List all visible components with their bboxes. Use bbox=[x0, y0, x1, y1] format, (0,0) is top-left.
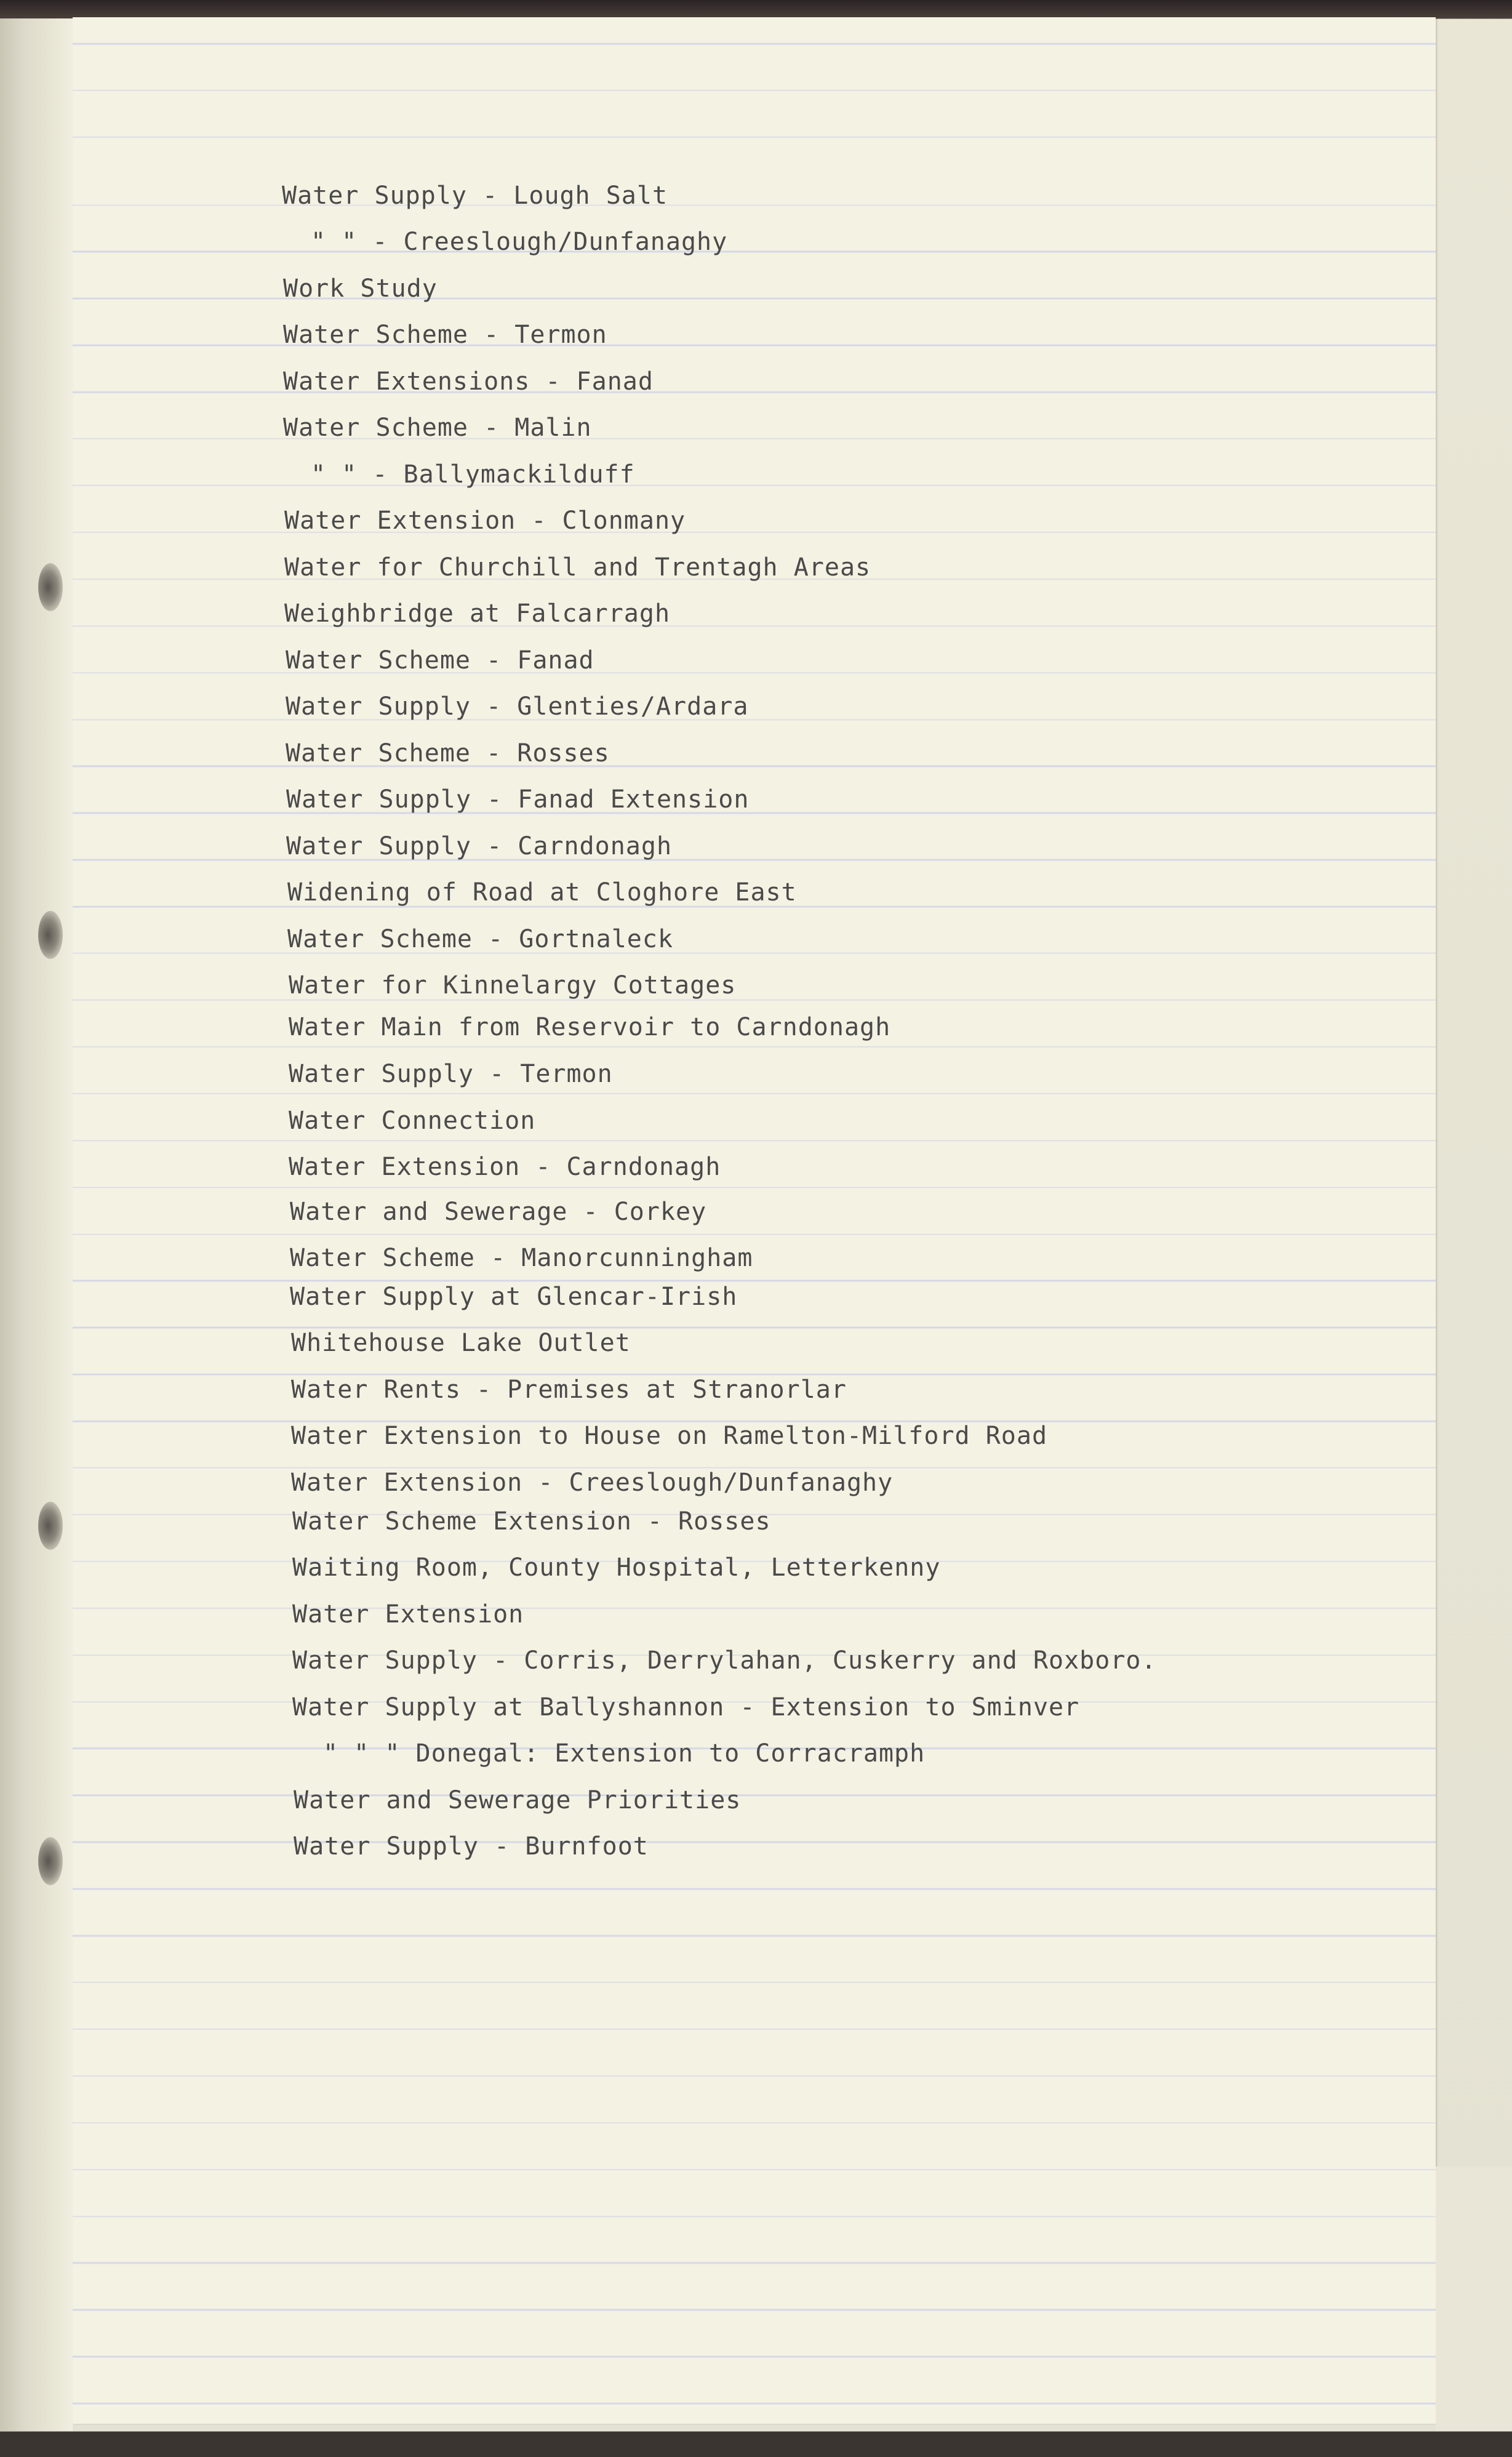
entry-description: Water and Sewerage Priorities bbox=[294, 1786, 742, 1814]
entry-description: Water for Churchill and Trentagh Areas bbox=[284, 553, 871, 582]
entry-description: Water Extensions - Fanad bbox=[283, 367, 654, 396]
entry-description: Water Scheme - Termon bbox=[283, 321, 607, 349]
entry-description: " " " Donegal: Extension to Corracramph bbox=[323, 1739, 926, 1768]
entry-description: Water Extension - Carndonagh bbox=[289, 1153, 721, 1181]
entry-description: Whitehouse Lake Outlet bbox=[291, 1329, 631, 1357]
entry-description: Water Supply - Termon bbox=[289, 1060, 613, 1088]
entry-description: Water Scheme - Gortnaleck bbox=[287, 925, 674, 953]
entry-description: Water Supply at Ballyshannon - Extension to Sminver bbox=[292, 1693, 1080, 1722]
entry-description: Water Rents - Premises at Stranorlar bbox=[291, 1376, 847, 1404]
entry-description: Water Connection bbox=[289, 1107, 536, 1135]
entry-description: Water Scheme - Malin bbox=[283, 414, 592, 442]
entry-description: Water Supply at Glencar-Irish bbox=[290, 1283, 738, 1311]
entry-description: Water Scheme - Manorcunningham bbox=[290, 1244, 753, 1272]
entry-description: Water and Sewerage - Corkey bbox=[290, 1198, 707, 1226]
entry-description: Water Extension bbox=[292, 1600, 524, 1629]
entry-description: Water Supply - Burnfoot bbox=[294, 1832, 649, 1861]
entry-description: Weighbridge at Falcarragh bbox=[284, 599, 671, 628]
entry-description: " " - Creeslough/Dunfanaghy bbox=[311, 228, 728, 256]
entry-description: Water Scheme - Rosses bbox=[286, 739, 610, 768]
entry-description: Water Supply - Lough Salt bbox=[282, 182, 668, 210]
entry-description: Work Study bbox=[283, 275, 438, 303]
entry-description: Water Supply - Glenties/Ardara bbox=[286, 692, 749, 721]
entry-description: Widening of Road at Cloghore East bbox=[287, 878, 797, 907]
entry-description: Waiting Room, County Hospital, Letterkenny bbox=[292, 1553, 941, 1582]
entry-description: Water Scheme Extension - Rosses bbox=[292, 1507, 771, 1536]
entry-description: Water Supply - Fanad Extension bbox=[286, 785, 750, 814]
entry-description: Water Main from Reservoir to Carndonagh bbox=[289, 1013, 891, 1041]
entry-description: Water Extension to House on Ramelton-Milford Road bbox=[291, 1422, 1048, 1450]
entry-description: " " - Ballymackilduff bbox=[311, 460, 635, 489]
entry-description: Water Extension - Creeslough/Dunfanaghy bbox=[291, 1469, 894, 1497]
entry-description: Water Supply - Corris, Derrylahan, Cuskerry and Roxboro. bbox=[292, 1646, 1157, 1675]
entry-description: Water Supply - Carndonagh bbox=[286, 832, 673, 860]
entry-description: Water Extension - Clonmany bbox=[284, 507, 686, 535]
entry-description: Water for Kinnelargy Cottages bbox=[289, 971, 737, 1000]
entry-description: Water Scheme - Fanad bbox=[286, 646, 594, 675]
